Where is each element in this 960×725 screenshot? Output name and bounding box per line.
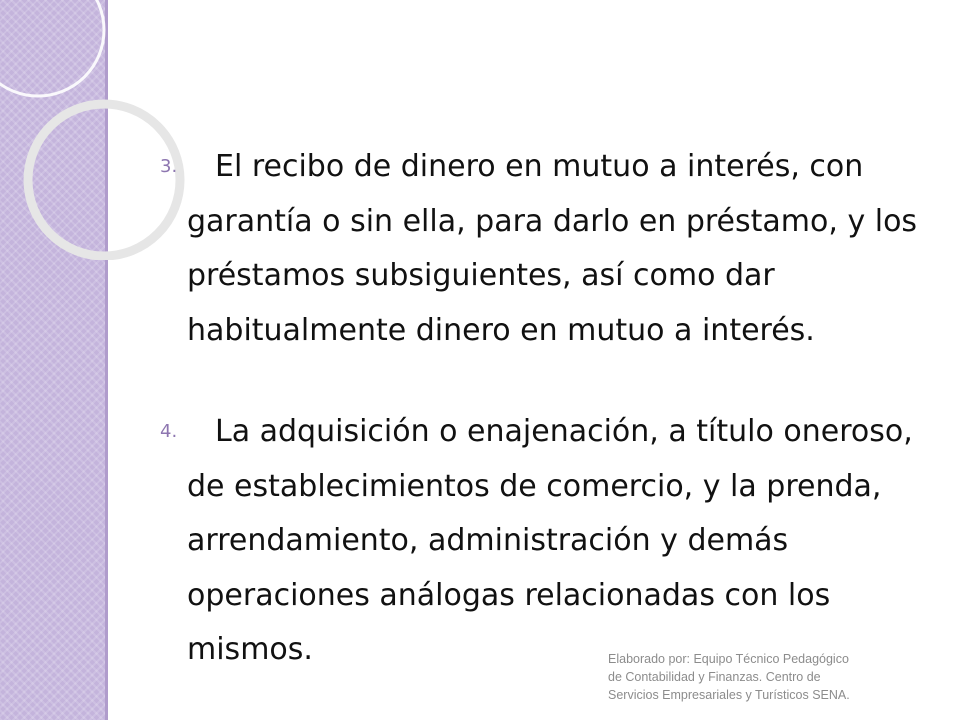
decorative-ring-small (0, 0, 104, 96)
item-text-line: La adquisición o enajenación, a título oneroso, (215, 414, 913, 449)
item-text-line: mismos. (187, 632, 313, 667)
footer-line: Elaborado por: Equipo Técnico Pedagógico (608, 652, 849, 666)
decorative-ring-large (28, 104, 180, 256)
footer-line: Servicios Empresariales y Turísticos SENA. (608, 688, 850, 702)
list-item-4 (160, 405, 930, 678)
item-text-line: de establecimientos de comercio, y la prenda, (187, 468, 882, 504)
item-number: 3. (160, 156, 178, 177)
item-text-line: El recibo de dinero en mutuo a interés, con (215, 149, 864, 184)
footer-credit (608, 650, 908, 704)
item-text-line: arrendamiento, administración y demás (187, 523, 789, 558)
item-text-line: préstamos subsiguientes, así como dar (187, 258, 775, 293)
item-number: 4. (160, 421, 178, 442)
slide-content (160, 140, 930, 725)
item-text-line: operaciones análogas relacionadas con los (187, 577, 831, 613)
item-text-line: garantía o sin ella, para darlo en préstamo, y los (187, 203, 918, 239)
list-item-3 (160, 140, 930, 358)
item-text-line: habitualmente dinero en mutuo a interés. (187, 312, 815, 348)
footer-line: de Contabilidad y Finanzas. Centro de (608, 670, 821, 684)
